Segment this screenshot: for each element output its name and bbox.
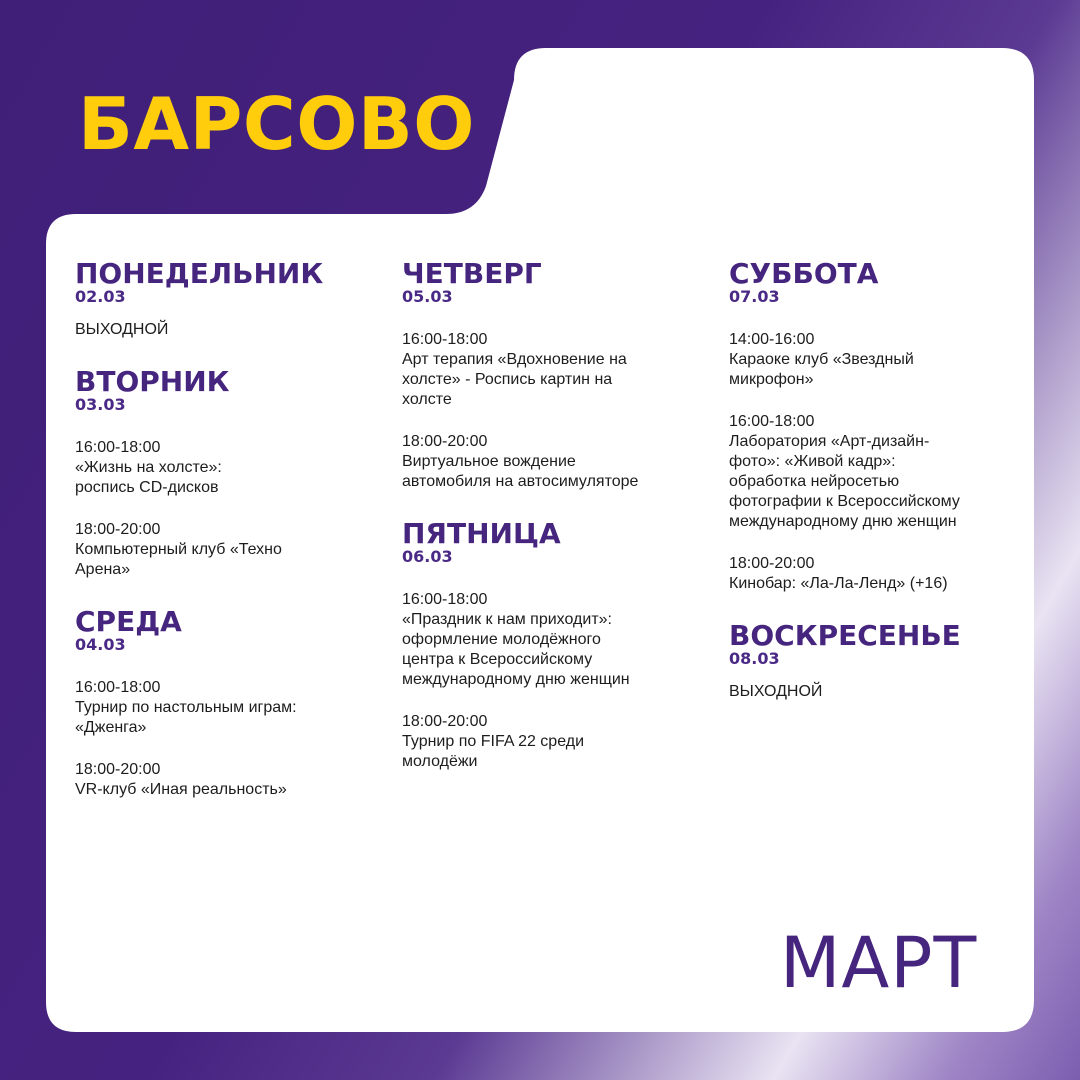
event-time: 18:00-20:00 bbox=[75, 761, 161, 778]
event-item bbox=[75, 760, 375, 800]
day-monday bbox=[75, 258, 375, 340]
day-date: 03.03 bbox=[75, 395, 126, 414]
event-time: 14:00-16:00 bbox=[729, 331, 815, 348]
day-name: ВТОРНИК bbox=[75, 365, 230, 398]
event-time: 16:00-18:00 bbox=[402, 331, 488, 348]
event-item bbox=[729, 330, 1029, 390]
event-time: 18:00-20:00 bbox=[402, 713, 488, 730]
day-wednesday bbox=[75, 606, 375, 800]
event-item bbox=[402, 590, 702, 690]
event-title: Арт терапия «Вдохновение на холсте» - Роспись картин на холсте bbox=[402, 351, 627, 408]
event-title: Лаборатория «Арт-дизайн- фото»: «Живой кадр»: обработка нейросетью фотографии к Всероссийскому международному дню женщин bbox=[729, 433, 960, 530]
day-date: 05.03 bbox=[402, 287, 453, 306]
day-note: ВЫХОДНОЙ bbox=[729, 683, 823, 700]
event-time: 18:00-20:00 bbox=[729, 555, 815, 572]
day-thursday bbox=[402, 258, 702, 492]
day-date: 08.03 bbox=[729, 649, 780, 668]
event-item bbox=[402, 330, 702, 410]
event-title: Виртуальное вождение автомобиля на автосимуляторе bbox=[402, 453, 639, 490]
day-name: ПОНЕДЕЛЬНИК bbox=[75, 257, 324, 290]
day-name: ВОСКРЕСЕНЬЕ bbox=[729, 619, 961, 652]
page-title: БАРСОВО bbox=[78, 82, 476, 166]
event-item bbox=[75, 520, 375, 580]
day-sunday bbox=[729, 620, 1029, 702]
month-label: МАРТ bbox=[780, 922, 978, 1004]
event-item bbox=[75, 678, 375, 738]
event-title: «Праздник к нам приходит»: оформление молодёжного центра к Всероссийскому международному дню женщин bbox=[402, 611, 630, 688]
day-saturday bbox=[729, 258, 1029, 594]
day-friday bbox=[402, 518, 702, 772]
event-time: 18:00-20:00 bbox=[75, 521, 161, 538]
event-time: 18:00-20:00 bbox=[402, 433, 488, 450]
day-date: 06.03 bbox=[402, 547, 453, 566]
day-tuesday bbox=[75, 366, 375, 580]
schedule-column-2 bbox=[402, 258, 702, 798]
schedule-column-3 bbox=[729, 258, 1029, 728]
event-item bbox=[402, 712, 702, 772]
event-time: 16:00-18:00 bbox=[402, 591, 488, 608]
event-title: Караоке клуб «Звездный микрофон» bbox=[729, 351, 914, 388]
event-title: VR-клуб «Иная реальность» bbox=[75, 781, 287, 798]
event-item bbox=[729, 554, 1029, 594]
schedule-column-1 bbox=[75, 258, 375, 826]
event-item bbox=[402, 432, 702, 492]
day-name: СУББОТА bbox=[729, 257, 879, 290]
event-title: «Жизнь на холсте»: роспись CD-дисков bbox=[75, 459, 222, 496]
event-title: Турнир по FIFA 22 среди молодёжи bbox=[402, 733, 585, 770]
event-title: Компьютерный клуб «Техно Арена» bbox=[75, 541, 282, 578]
day-name: ПЯТНИЦА bbox=[402, 517, 561, 550]
day-name: ЧЕТВЕРГ bbox=[402, 257, 542, 290]
schedule-columns bbox=[75, 258, 1015, 898]
day-date: 07.03 bbox=[729, 287, 780, 306]
day-name: СРЕДА bbox=[75, 605, 182, 638]
event-title: Кинобар: «Ла-Ла-Ленд» (+16) bbox=[729, 575, 948, 592]
event-item bbox=[75, 438, 375, 498]
day-date: 04.03 bbox=[75, 635, 126, 654]
event-item bbox=[729, 412, 1029, 532]
day-note: ВЫХОДНОЙ bbox=[75, 321, 169, 338]
event-time: 16:00-18:00 bbox=[75, 439, 161, 456]
event-title: Турнир по настольным играм: «Дженга» bbox=[75, 699, 297, 736]
event-time: 16:00-18:00 bbox=[729, 413, 815, 430]
event-time: 16:00-18:00 bbox=[75, 679, 161, 696]
day-date: 02.03 bbox=[75, 287, 126, 306]
